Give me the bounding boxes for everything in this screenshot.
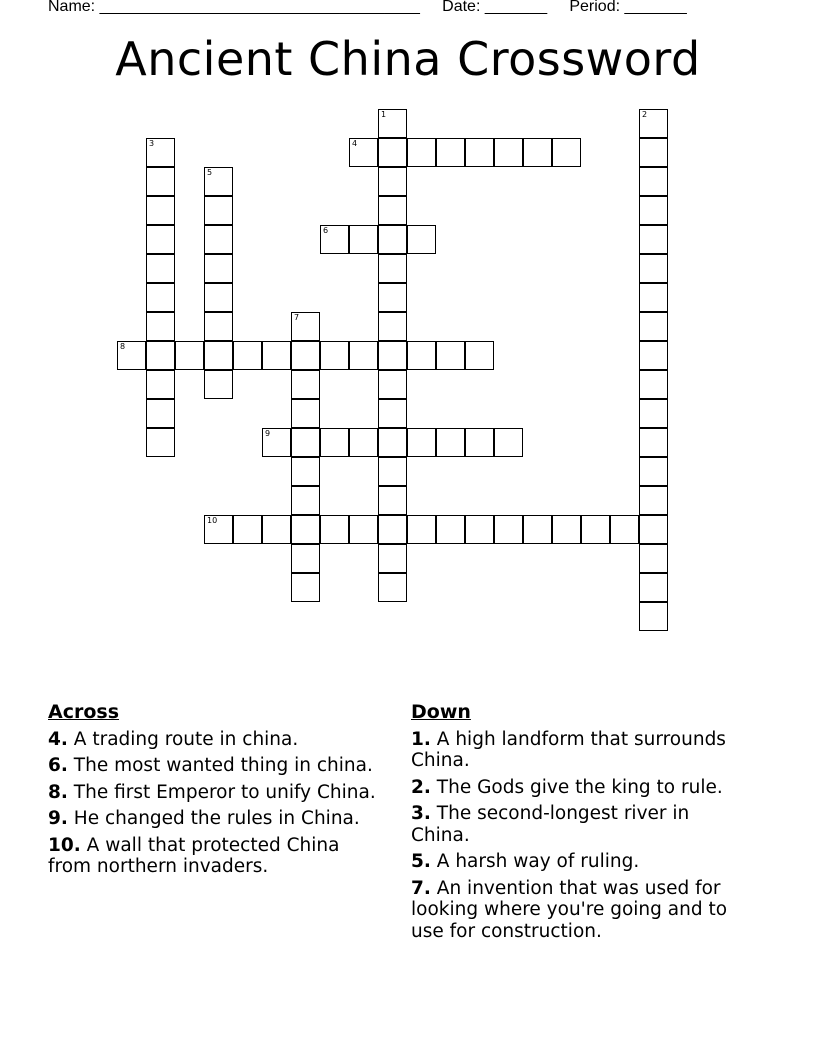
- crossword-cell[interactable]: [146, 428, 175, 457]
- clue-number: 10.: [48, 834, 81, 856]
- crossword-cell[interactable]: [291, 457, 320, 486]
- clue-text: A wall that protected China from northern invaders.: [48, 834, 340, 877]
- crossword-cell[interactable]: [349, 138, 378, 167]
- cell-number: 6: [323, 226, 329, 235]
- cell-number: 5: [207, 168, 213, 177]
- crossword-cell[interactable]: [378, 428, 407, 457]
- crossword-cell[interactable]: [581, 515, 610, 544]
- clue-across-8: [48, 782, 388, 804]
- crossword-cell[interactable]: [639, 428, 668, 457]
- crossword-cell[interactable]: [204, 225, 233, 254]
- clue-number: 4.: [48, 728, 68, 750]
- crossword-cell[interactable]: [320, 341, 349, 370]
- crossword-cell[interactable]: [146, 283, 175, 312]
- crossword-cell[interactable]: [639, 399, 668, 428]
- crossword-cell[interactable]: [378, 370, 407, 399]
- crossword-cell[interactable]: [233, 515, 262, 544]
- clue-text: An invention that was used for looking where you're going and to use for construction.: [411, 877, 728, 942]
- clue-across-10: [48, 835, 388, 878]
- crossword-cell[interactable]: [320, 225, 349, 254]
- crossword-cell[interactable]: [204, 370, 233, 399]
- crossword-cell[interactable]: [146, 138, 175, 167]
- cell-number: 3: [149, 139, 155, 148]
- crossword-cell[interactable]: [378, 341, 407, 370]
- crossword-cell[interactable]: [349, 341, 378, 370]
- crossword-cell[interactable]: [494, 428, 523, 457]
- crossword-cell[interactable]: [378, 399, 407, 428]
- crossword-cell[interactable]: [523, 138, 552, 167]
- crossword-cell[interactable]: [639, 312, 668, 341]
- crossword-cell[interactable]: [262, 515, 291, 544]
- crossword-cell[interactable]: [639, 196, 668, 225]
- cell-number: 2: [642, 110, 648, 119]
- crossword-cell[interactable]: [146, 167, 175, 196]
- crossword-cell[interactable]: [639, 167, 668, 196]
- crossword-cell[interactable]: [204, 196, 233, 225]
- page-title: Ancient China Crossword: [115, 32, 701, 86]
- crossword-cell[interactable]: [378, 544, 407, 573]
- crossword-cell[interactable]: [465, 428, 494, 457]
- crossword-cell[interactable]: [610, 515, 639, 544]
- cell-number: 8: [120, 342, 126, 351]
- crossword-cell[interactable]: [204, 312, 233, 341]
- crossword-cell[interactable]: [378, 486, 407, 515]
- crossword-cell[interactable]: [639, 370, 668, 399]
- clue-number: 5.: [411, 851, 431, 872]
- crossword-cell[interactable]: [465, 341, 494, 370]
- clue-text: A trading route in china.: [73, 728, 299, 750]
- clue-number: 9.: [48, 808, 68, 829]
- crossword-cell[interactable]: [378, 254, 407, 283]
- crossword-cell[interactable]: [204, 254, 233, 283]
- crossword-cell[interactable]: [639, 486, 668, 515]
- crossword-cell[interactable]: [378, 283, 407, 312]
- clue-text: The second-longest river in China.: [411, 803, 690, 846]
- clue-down-5: [411, 851, 751, 873]
- crossword-cell[interactable]: [436, 138, 465, 167]
- across-heading: Across: [48, 701, 120, 723]
- crossword-cell[interactable]: [291, 399, 320, 428]
- crossword-cell[interactable]: [204, 167, 233, 196]
- clue-down-3: [411, 803, 751, 846]
- crossword-cell[interactable]: [639, 109, 668, 138]
- clue-text: He changed the rules in China.: [73, 808, 360, 829]
- crossword-cell[interactable]: [523, 515, 552, 544]
- clue-number: 7.: [411, 877, 431, 899]
- crossword-cell[interactable]: [639, 573, 668, 602]
- crossword-cell[interactable]: [262, 428, 291, 457]
- crossword-cell[interactable]: [175, 341, 204, 370]
- cell-number: 10: [207, 516, 218, 525]
- cell-number: 4: [352, 139, 358, 148]
- clue-across-9: [48, 808, 388, 830]
- crossword-cell[interactable]: [146, 341, 175, 370]
- crossword-cell[interactable]: [233, 341, 262, 370]
- clue-down-7: [411, 878, 751, 943]
- crossword-cell[interactable]: [378, 225, 407, 254]
- crossword-cell[interactable]: [407, 428, 436, 457]
- crossword-cell[interactable]: [494, 138, 523, 167]
- clue-number: 3.: [411, 803, 431, 824]
- clue-text: The most wanted thing in china.: [73, 755, 373, 776]
- crossword-cell[interactable]: [436, 341, 465, 370]
- crossword-cell[interactable]: [378, 138, 407, 167]
- crossword-cell[interactable]: [552, 138, 581, 167]
- crossword-cell[interactable]: [146, 196, 175, 225]
- cell-number: 9: [265, 429, 271, 438]
- crossword-cell[interactable]: [291, 370, 320, 399]
- crossword-cell[interactable]: [291, 544, 320, 573]
- cell-number: 7: [294, 313, 300, 322]
- down-clues: [411, 702, 751, 947]
- crossword-cell[interactable]: [639, 283, 668, 312]
- clue-number: 8.: [48, 781, 68, 803]
- crossword-cell[interactable]: [436, 428, 465, 457]
- clue-across-6: [48, 755, 388, 777]
- crossword-cell[interactable]: [552, 515, 581, 544]
- crossword-cell[interactable]: [378, 457, 407, 486]
- clue-down-1: [411, 729, 751, 772]
- crossword-cell[interactable]: [436, 515, 465, 544]
- crossword-cell[interactable]: [291, 573, 320, 602]
- clue-down-2: [411, 777, 751, 799]
- crossword-cell[interactable]: [378, 196, 407, 225]
- crossword-cell[interactable]: [494, 515, 523, 544]
- crossword-cell[interactable]: [639, 138, 668, 167]
- crossword-cell[interactable]: [378, 515, 407, 544]
- student-info-line: Name: ____________________________________ Date: _______ Period: _______: [48, 0, 687, 15]
- crossword-cell[interactable]: [639, 602, 668, 631]
- clue-across-4: [48, 729, 388, 751]
- crossword-cell[interactable]: [639, 544, 668, 573]
- crossword-cell[interactable]: [407, 341, 436, 370]
- clue-text: A harsh way of ruling.: [436, 851, 640, 872]
- crossword-cell[interactable]: [349, 515, 378, 544]
- crossword-cell[interactable]: [146, 370, 175, 399]
- crossword-cell[interactable]: [146, 254, 175, 283]
- crossword-cell[interactable]: [639, 341, 668, 370]
- crossword-cell[interactable]: [378, 109, 407, 138]
- across-clues: [48, 702, 388, 883]
- crossword-cell[interactable]: [204, 341, 233, 370]
- crossword-cell[interactable]: [291, 486, 320, 515]
- crossword-cell[interactable]: [146, 399, 175, 428]
- cell-number: 1: [381, 110, 387, 119]
- crossword-cell[interactable]: [378, 167, 407, 196]
- crossword-cell[interactable]: [320, 428, 349, 457]
- clue-text: A high landform that surrounds China.: [411, 728, 726, 771]
- crossword-cell[interactable]: [407, 225, 436, 254]
- crossword-cell[interactable]: [465, 138, 494, 167]
- down-heading: Down: [411, 701, 471, 723]
- crossword-cell[interactable]: [349, 428, 378, 457]
- crossword-cell[interactable]: [407, 515, 436, 544]
- crossword-cell[interactable]: [291, 428, 320, 457]
- crossword-cell[interactable]: [204, 515, 233, 544]
- clue-text: The first Emperor to unify China.: [73, 781, 376, 803]
- clue-number: 2.: [411, 776, 431, 798]
- crossword-cell[interactable]: [291, 312, 320, 341]
- crossword-cell[interactable]: [320, 515, 349, 544]
- clue-number: 6.: [48, 755, 68, 776]
- crossword-cell[interactable]: [146, 225, 175, 254]
- crossword-cell[interactable]: [291, 515, 320, 544]
- crossword-cell[interactable]: [378, 312, 407, 341]
- crossword-cell[interactable]: [639, 254, 668, 283]
- crossword-cell[interactable]: [262, 341, 291, 370]
- crossword-cell[interactable]: [639, 225, 668, 254]
- clue-number: 1.: [411, 728, 431, 750]
- crossword-cell[interactable]: [639, 457, 668, 486]
- crossword-cell[interactable]: [378, 573, 407, 602]
- crossword-cell[interactable]: [291, 341, 320, 370]
- crossword-cell[interactable]: [146, 312, 175, 341]
- crossword-cell[interactable]: [407, 138, 436, 167]
- crossword-cell[interactable]: [204, 283, 233, 312]
- crossword-cell[interactable]: [465, 515, 494, 544]
- clue-text: The Gods give the king to rule.: [436, 776, 723, 798]
- crossword-cell[interactable]: [349, 225, 378, 254]
- crossword-cell[interactable]: [117, 341, 146, 370]
- crossword-cell[interactable]: [639, 515, 668, 544]
